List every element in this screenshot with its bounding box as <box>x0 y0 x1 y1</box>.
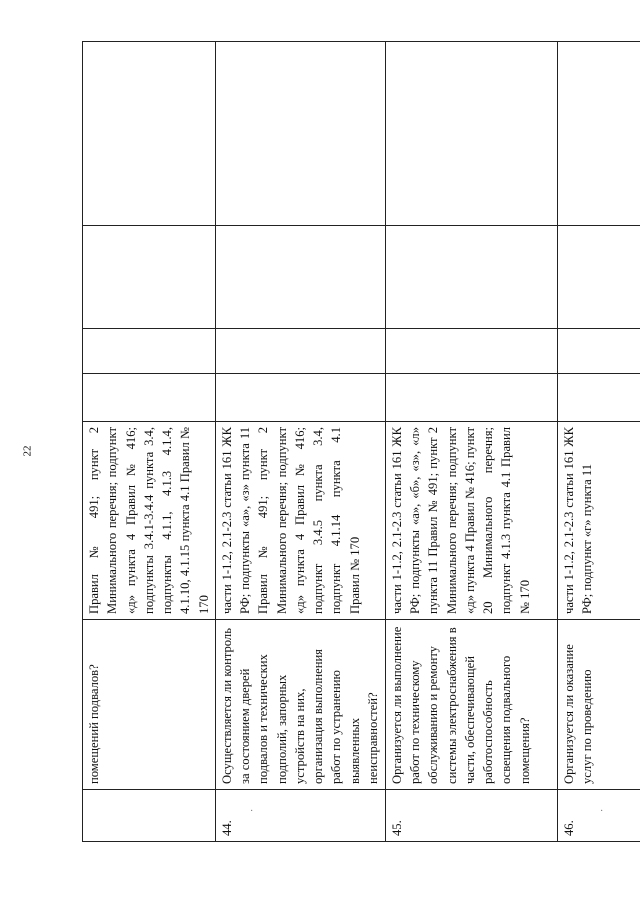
answer-yes-cell <box>83 374 216 422</box>
question-cell: Организуется ли оказание услуг по проведению <box>557 620 640 790</box>
table-row <box>385 42 557 842</box>
requisites-cell: Правил № 491; пункт 2 Минимального перечня; подпункт «д» пункта 4 Правил № 416; подпункты 3.4.1-3.4.4 пункта 3.4, подпункты 4.1.1, 4.1.3 4.1.4, 4.1.10, 4.1.15 пункта 4.1 Правил № 170 <box>83 422 216 620</box>
question-cell: Осуществляется ли контроль за состоянием дверей подвалов и технических подполий, запорных устройств на них, организация выполнения работ по устранению выявленных неисправностей? <box>215 620 385 790</box>
answer-no-cell <box>83 329 216 374</box>
answer-no-cell <box>215 329 385 374</box>
requisites-cell: части 1-1.2, 2.1-2.3 статьи 161 ЖК РФ; подпункт «г» пункта 11 <box>557 422 640 620</box>
row-number <box>83 790 216 842</box>
note-cell <box>557 42 640 226</box>
requisites-cell: части 1-1.2, 2.1-2.3 статьи 161 ЖК РФ; подпункты «а», «з» пункта 11 Правил № 491; пункт 2 Минимального перечня; подпункт «д» пункта 4 Правил № 416; подпункт 3.4.5 пункта 3.4, подпункт 4.1.14 пункта 4.1 Правил № 170 <box>215 422 385 620</box>
table-row <box>215 42 385 842</box>
answer-yes-cell <box>557 374 640 422</box>
row-number: 45. <box>385 790 557 842</box>
scan-mark: · <box>600 806 604 817</box>
answer-yes-cell <box>215 374 385 422</box>
checklist-table-rotated <box>82 42 594 842</box>
question-cell: Организуется ли выполнение работ по техническому обслуживанию и ремонту системы электроснабжения в части, обеспечивающей работоспособность освещения подвального помещения? <box>385 620 557 790</box>
table-row <box>83 42 216 842</box>
answer-no-cell <box>385 329 557 374</box>
row-number: 46. <box>557 790 640 842</box>
answer-yes-cell <box>385 374 557 422</box>
page-number: 22 <box>21 445 34 457</box>
table-row <box>557 42 640 842</box>
not-applicable-cell <box>557 226 640 329</box>
checklist-table <box>82 41 640 842</box>
not-applicable-cell <box>385 226 557 329</box>
row-number: 44. <box>215 790 385 842</box>
not-applicable-cell <box>83 226 216 329</box>
requisites-cell: части 1-1.2, 2.1-2.3 статьи 161 ЖК РФ; подпункты «а», «б», «з», «л» пункта 11 Правил № 491; пункт 2 Минимального перечня; подпункт «д» пункта 4 Правил № 416; пункт 20 Минимального перечня; подпункт 4.1.3 пункта 4.1 Правил № 170 <box>385 422 557 620</box>
note-cell <box>215 42 385 226</box>
note-cell <box>83 42 216 226</box>
not-applicable-cell <box>215 226 385 329</box>
note-cell <box>385 42 557 226</box>
scan-mark: · <box>250 806 254 817</box>
answer-no-cell <box>557 329 640 374</box>
question-cell: помещений подвалов? <box>83 620 216 790</box>
